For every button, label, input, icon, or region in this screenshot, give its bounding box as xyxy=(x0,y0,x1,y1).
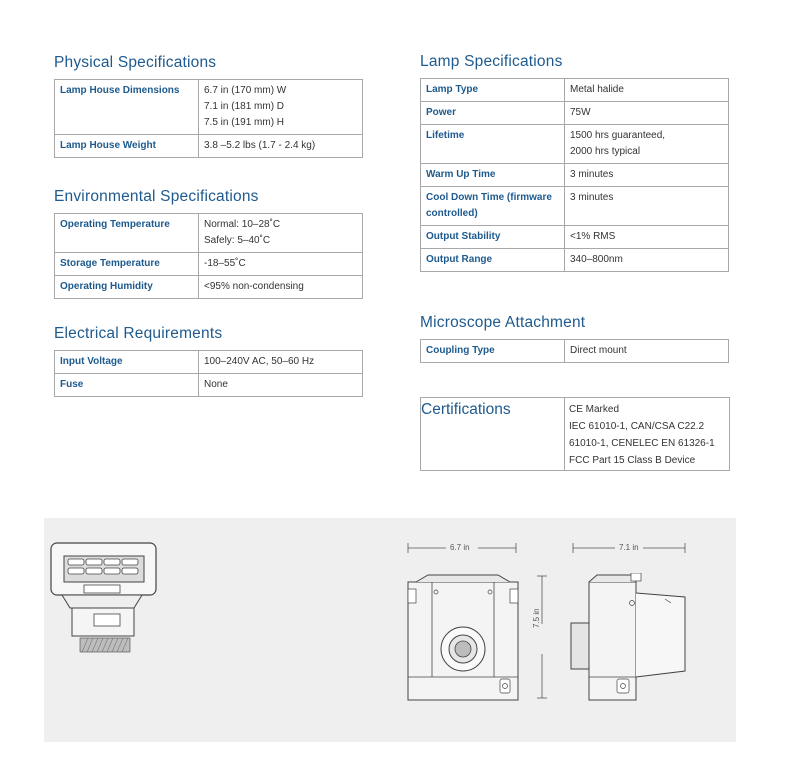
spec-value: 3 minutes xyxy=(565,164,729,187)
microscope-table xyxy=(420,339,729,363)
certification-item: CE Marked xyxy=(569,404,620,415)
divider xyxy=(564,398,565,470)
spec-value-line: 6.7 in (170 mm) W xyxy=(204,85,287,96)
spec-value: 3 minutes xyxy=(565,187,729,226)
table-row xyxy=(421,102,729,125)
lamp-specs-title: Lamp Specifications xyxy=(420,53,563,70)
table-row xyxy=(55,135,363,158)
table-row xyxy=(55,351,363,374)
environmental-specs-table xyxy=(54,213,363,299)
spec-key: Lamp House Dimensions xyxy=(55,80,199,135)
spec-key: Operating Temperature xyxy=(55,214,199,253)
spec-value-line: Normal: 10–28˚C xyxy=(204,219,281,230)
physical-specs-table xyxy=(54,79,363,158)
spec-key: Coupling Type xyxy=(421,340,565,363)
spec-key: Lifetime xyxy=(421,125,565,164)
depth-label: 7.1 in xyxy=(619,543,639,552)
spec-key: Lamp House Weight xyxy=(55,135,199,158)
spec-value xyxy=(199,80,363,135)
table-row xyxy=(421,125,729,164)
side-view-drawing xyxy=(569,573,689,703)
spec-value-line: 7.5 in (191 mm) H xyxy=(204,117,285,128)
spec-value: <95% non-condensing xyxy=(199,276,363,299)
certification-item: FCC Part 15 Class B Device xyxy=(569,455,696,466)
table-row xyxy=(55,214,363,253)
certifications-list xyxy=(569,401,715,469)
certifications-box xyxy=(420,397,730,471)
spec-value: 100–240V AC, 50–60 Hz xyxy=(199,351,363,374)
spec-key: Operating Humidity xyxy=(55,276,199,299)
spec-value: 75W xyxy=(565,102,729,125)
spec-value: Direct mount xyxy=(565,340,729,363)
table-row xyxy=(421,79,729,102)
spec-value: -18–55˚C xyxy=(199,253,363,276)
spec-key: Fuse xyxy=(55,374,199,397)
spec-value: <1% RMS xyxy=(565,226,729,249)
certification-item: IEC 61010-1, CAN/CSA C22.2 xyxy=(569,421,705,432)
spec-value-line: 7.1 in (181 mm) D xyxy=(204,101,285,112)
spec-value-line: 2000 hrs typical xyxy=(570,146,641,157)
microscope-title: Microscope Attachment xyxy=(420,314,586,331)
drawings-panel xyxy=(44,518,736,742)
height-dimension-line xyxy=(536,574,548,700)
height-label: 7.5 in xyxy=(532,608,541,628)
table-row xyxy=(55,253,363,276)
spec-value-line: 1500 hrs guaranteed, xyxy=(570,130,666,141)
table-row xyxy=(55,374,363,397)
environmental-specs-title: Environmental Specifications xyxy=(54,188,259,205)
spec-value xyxy=(565,125,729,164)
table-row xyxy=(421,340,729,363)
table-row xyxy=(421,187,729,226)
spec-value: Metal halide xyxy=(565,79,729,102)
table-row xyxy=(421,164,729,187)
lamp-specs-table xyxy=(420,78,729,272)
spec-key: Cool Down Time (firmware controlled) xyxy=(421,187,565,226)
spec-value: 3.8 –5.2 lbs (1.7 - 2.4 kg) xyxy=(199,135,363,158)
certifications-title: Certifications xyxy=(421,401,511,418)
physical-specs-title: Physical Specifications xyxy=(54,54,217,71)
spec-value: 340–800nm xyxy=(565,249,729,272)
table-row xyxy=(421,249,729,272)
spec-key: Output Stability xyxy=(421,226,565,249)
electrical-specs-table xyxy=(54,350,363,397)
lamp-house-illustration xyxy=(44,518,184,663)
spec-key: Lamp Type xyxy=(421,79,565,102)
spec-value-line: Safely: 5–40˚C xyxy=(204,235,271,246)
table-row xyxy=(55,276,363,299)
spec-key: Warm Up Time xyxy=(421,164,565,187)
spec-key: Output Range xyxy=(421,249,565,272)
spec-value xyxy=(199,214,363,253)
table-row xyxy=(421,226,729,249)
electrical-specs-title: Electrical Requirements xyxy=(54,325,223,342)
spec-value: None xyxy=(199,374,363,397)
table-row xyxy=(55,80,363,135)
front-view-drawing xyxy=(406,573,520,703)
spec-key: Power xyxy=(421,102,565,125)
certification-item: 61010-1, CENELEC EN 61326-1 xyxy=(569,438,715,449)
spec-key: Input Voltage xyxy=(55,351,199,374)
width-label: 6.7 in xyxy=(450,543,470,552)
spec-key: Storage Temperature xyxy=(55,253,199,276)
